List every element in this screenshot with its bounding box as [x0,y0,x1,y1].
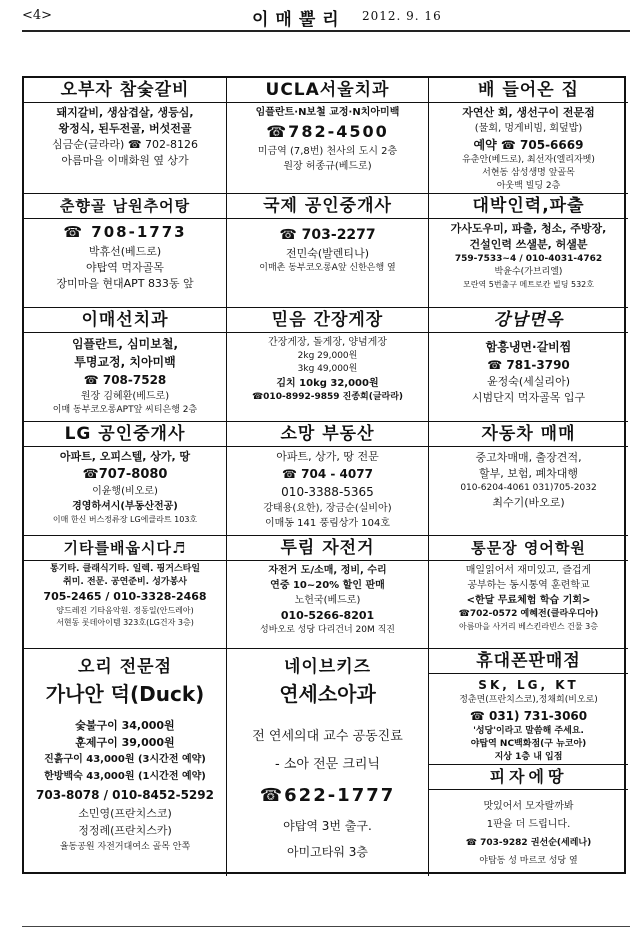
ad-title: 네이브키즈 [283,657,372,677]
ad-line: (물회, 멍게비빔, 회덮밥) [474,123,583,134]
ad-title: 배 들어온 집 [429,78,628,103]
ad-line: 공부하는 동시통역 훈련학교 [467,580,590,591]
ad-line: 매일읽어서 재미있고, 즐겁게 [465,565,592,576]
ad-line: 가사도우미, 파출, 청소, 주방장, [450,222,607,235]
ad-phone-and-pizza [429,649,628,876]
ad-english-academy [429,536,628,649]
ad-title: 춘향골 남원추어탕 [24,194,226,219]
ad-line: 윤정숙(세실리아) [487,375,570,388]
ad-line: 율동공원 자전거대여소 골목 안쪽 [59,842,191,852]
ad-line: 돼지갈비, 생삼겹살, 생등심, [56,106,194,119]
ad-title: 자동차 매매 [429,422,628,447]
ad-title: 오리 전문점 [77,657,173,677]
ad-turim-bicycle [227,536,429,649]
ad-fish-house [429,78,628,194]
ad-title: 국제 공인중개사 [227,194,428,219]
ad-title: 휴대폰판매점 [429,649,628,674]
ad-business-name: 가나안 덕(Duck) [45,682,205,706]
newsletter-title: 이매뿔리 [252,10,346,30]
ad-title: UCLA서울치과 [227,78,428,103]
ad-line: 건설인력 쓰샐분, 허샐분 [469,238,588,251]
ad-lg-realty [24,422,227,536]
ad-obuja-galbi [24,78,227,194]
ad-line: 왕정식, 된두전골, 버섯전골 [58,122,192,135]
ad-line: 심금순(글라라) ☎ 702-8126 [52,138,198,151]
ad-somang-realty [227,422,429,536]
ad-line: 임플란트, 심미보철, [71,337,179,351]
ad-line: 야탑동 성 마르코 성당 옆 [479,856,578,866]
ad-title: 강남면옥 [429,308,628,333]
ad-line: 경영하셔시(부동산전공) [72,501,178,512]
ad-line: 연중 10~20% 할인 판매 [270,580,385,591]
ad-line: 아름마을 이매화원 옆 상가 [61,154,189,167]
ad-line: 박윤수(가브리엘) [494,267,563,277]
ad-line: 임플란트·N보철 교정·N치아미백 [255,107,400,118]
ad-line: 이윤행(비오로) [92,486,158,497]
ad-line: 장미마을 현대APT 833동 앞 [56,277,194,290]
ad-line: 야탑역 3번 출구. [283,819,372,833]
ad-phone: ☎ 704 - 4077 [282,467,373,481]
ad-phone: 010-6204-4061 031)705-2032 [460,483,597,493]
ad-ganjang-gejang [227,308,429,422]
ad-mobile-shop [429,649,628,764]
ad-line: 아웃백 빌딩 2층 [496,181,561,191]
ad-phone: 예약 ☎ 705-6669 [473,138,584,152]
ad-title: 기타를배웁시다♬ [24,536,226,561]
ad-title: 이매선치과 [24,308,226,333]
ad-line: <한달 무료체험 학습 기회> [466,595,591,606]
ad-line: 야탑역 먹자골목 [86,261,164,274]
ad-line: 맛있어서 모자랄까봐 [483,801,574,812]
ad-title: 투림 자전거 [227,536,428,561]
ad-pizza-etang [429,764,628,870]
ad-phone: ☎622-1777 [259,785,396,806]
ad-ucla-dental [227,78,429,194]
ad-phone: ☎ 708-7528 [83,373,167,387]
ad-price: 3kg 49,000원 [297,364,358,374]
ad-line: 1판을 더 드립니다. [486,819,571,830]
ad-title: LG 공인중개사 [24,422,226,447]
ad-line: 유춘안(베드로), 최선자(엘리자벳) [462,155,595,165]
ad-line: 함흥냉면·갈비찜 [485,340,572,354]
ad-line: 자연산 회, 생선구이 전문점 [462,106,595,119]
page-header [22,4,630,30]
ad-price: 김치 10kg 32,000원 [276,378,379,389]
ad-imaesun-dental [24,308,227,422]
ad-line: 아파트, 오피스텔, 상가, 땅 [59,450,191,463]
ad-line: - 소아 전문 크리닉 [275,757,380,772]
ad-line: 이매촌 동부코오롱A앞 신한은행 옆 [259,263,396,273]
ad-phone: 010-3388-5365 [281,485,374,499]
ad-line: 모란역 5번출구 메트로칸 빌딩 532호 [463,280,594,289]
ad-gukje-realty [227,194,429,308]
ad-price: 한방백숙 43,000원 (1시간전 예약) [44,771,206,782]
ad-phone: ☎702-0572 예혜전(클라우디아) [458,609,599,619]
ad-phone: ☎010-8992-9859 진종희(글라라) [251,392,404,402]
ad-phone: ☎782-4500 [266,122,389,141]
ad-line: 지상 1층 내 입점 [494,752,563,762]
ad-line: 아미고타워 3층 [286,845,368,859]
ad-chuyeotang [24,194,227,308]
ad-line: 최수기(바오로) [492,496,565,509]
ad-line: 서현동 롯데아이템 323호(LG건자 3층) [56,618,194,627]
ad-yonsei-pediatrics [227,649,429,876]
ad-line: 소민영(프란치스코) [78,807,172,820]
ad-title: 오부자 참숯갈비 [24,78,226,103]
ad-price: 진흙구이 43,000원 (3시간전 예약) [44,754,206,765]
ad-line: 정춘면(프란치스코),정채희(비오로) [459,695,598,705]
ad-line: 강태용(요한), 장금순(실비아) [263,503,392,514]
ad-line: 취미. 전문. 공연준비. 성가봉사 [63,577,187,587]
ad-business-name: 연세소아과 [279,682,376,706]
ad-line: 서현동 삼성생명 앞골목 [482,168,575,178]
ad-title: 소망 부동산 [227,422,428,447]
ad-line: 노헌국(베드로) [294,595,361,606]
ad-title: 통문장 영어학원 [429,536,628,561]
ad-line: 아파트, 상가, 땅 전문 [276,450,379,463]
ad-car-trading [429,422,628,536]
ad-line: 통기타. 클래식기타. 일렉. 핑거스타일 [49,564,201,574]
ad-line: 이매 동부코오롱APT앞 씨티은행 2층 [52,405,198,415]
ad-line: 전 연세의대 교수 공동진료 [252,729,403,744]
ad-guitar-school [24,536,227,649]
ad-line: 투명교정, 치아미백 [74,355,176,369]
header-rule [22,30,630,32]
ad-line: 자전거 도/소매, 정비, 수리 [268,565,387,576]
ad-line: 원장 허종규(베드로) [283,161,372,172]
ad-phone: ☎707-8080 [82,467,168,482]
ad-phone: ☎ 703-2277 [279,227,376,243]
ad-line: 중고차매매, 출장견적, [475,451,582,464]
page-number: <4> [22,8,53,23]
ad-price: 훈제구이 39,000원 [75,736,175,749]
ad-daebak-staffing [429,194,628,308]
ad-line: 박휴선(베드로) [88,245,162,258]
ad-line: 전민숙(발렌티나) [286,247,369,260]
ad-line: 시범단지 먹자골목 입구 [471,391,586,404]
ad-line: 이매동 141 풍림상가 104호 [265,518,390,529]
issue-date: 2012. 9. 16 [362,9,442,23]
ad-phone: ☎ 703-9282 권선순(세레나) [465,838,592,848]
ad-line: 야탑역 NC백화점(구 뉴코아) [470,739,587,749]
ad-phone: 703-8078 / 010-8452-5292 [36,788,214,802]
ad-canaan-duck [24,649,227,876]
ad-line: 성바오로 성당 다리건너 20M 직진 [260,625,395,635]
ad-phone: ☎ 031) 731-3060 [469,709,588,723]
ad-line: 간장게장, 돌게장, 양념게장 [268,337,387,348]
ad-grid [22,76,626,874]
footer-rule [22,926,630,927]
ad-gangnam-myeonok [429,308,628,422]
ad-line: 이매 한신 버스정류장 LG에클라트 103호 [52,515,198,524]
ad-line: 원장 김혜환(베드로) [80,391,170,402]
ad-phone: 759-7533~4 / 010-4031-4762 [454,254,603,264]
ad-phone: 705-2465 / 010-3328-2468 [43,590,207,603]
ad-price: 2kg 29,000원 [297,351,358,361]
ad-title: 피자에땅 [429,764,628,790]
ad-phone: ☎ 708-1773 [63,223,187,241]
ad-line: 아름마을 사거리 베스킨라빈스 건물 3층 [459,622,598,631]
ad-line: 할부, 보험, 폐차대행 [479,467,578,480]
ad-line: SK, LG, KT [478,678,579,692]
ad-line: 정정례(프란치스카) [78,824,172,837]
ad-title: 믿음 간장게장 [227,308,428,333]
ad-line: '성당'이라고 말씀해 주세요. [473,726,584,736]
ad-phone: ☎ 781-3790 [487,358,570,372]
ad-line: 미금역 (7,8번) 천사의 도시 2층 [257,146,398,157]
ad-line: 양드레진 기타음악원. 정동일(안드레아) [56,606,194,615]
ad-price: 숯불구이 34,000원 [75,719,175,732]
ad-title: 대박인력,파출 [429,194,628,219]
ad-phone: 010-5266-8201 [280,609,375,622]
